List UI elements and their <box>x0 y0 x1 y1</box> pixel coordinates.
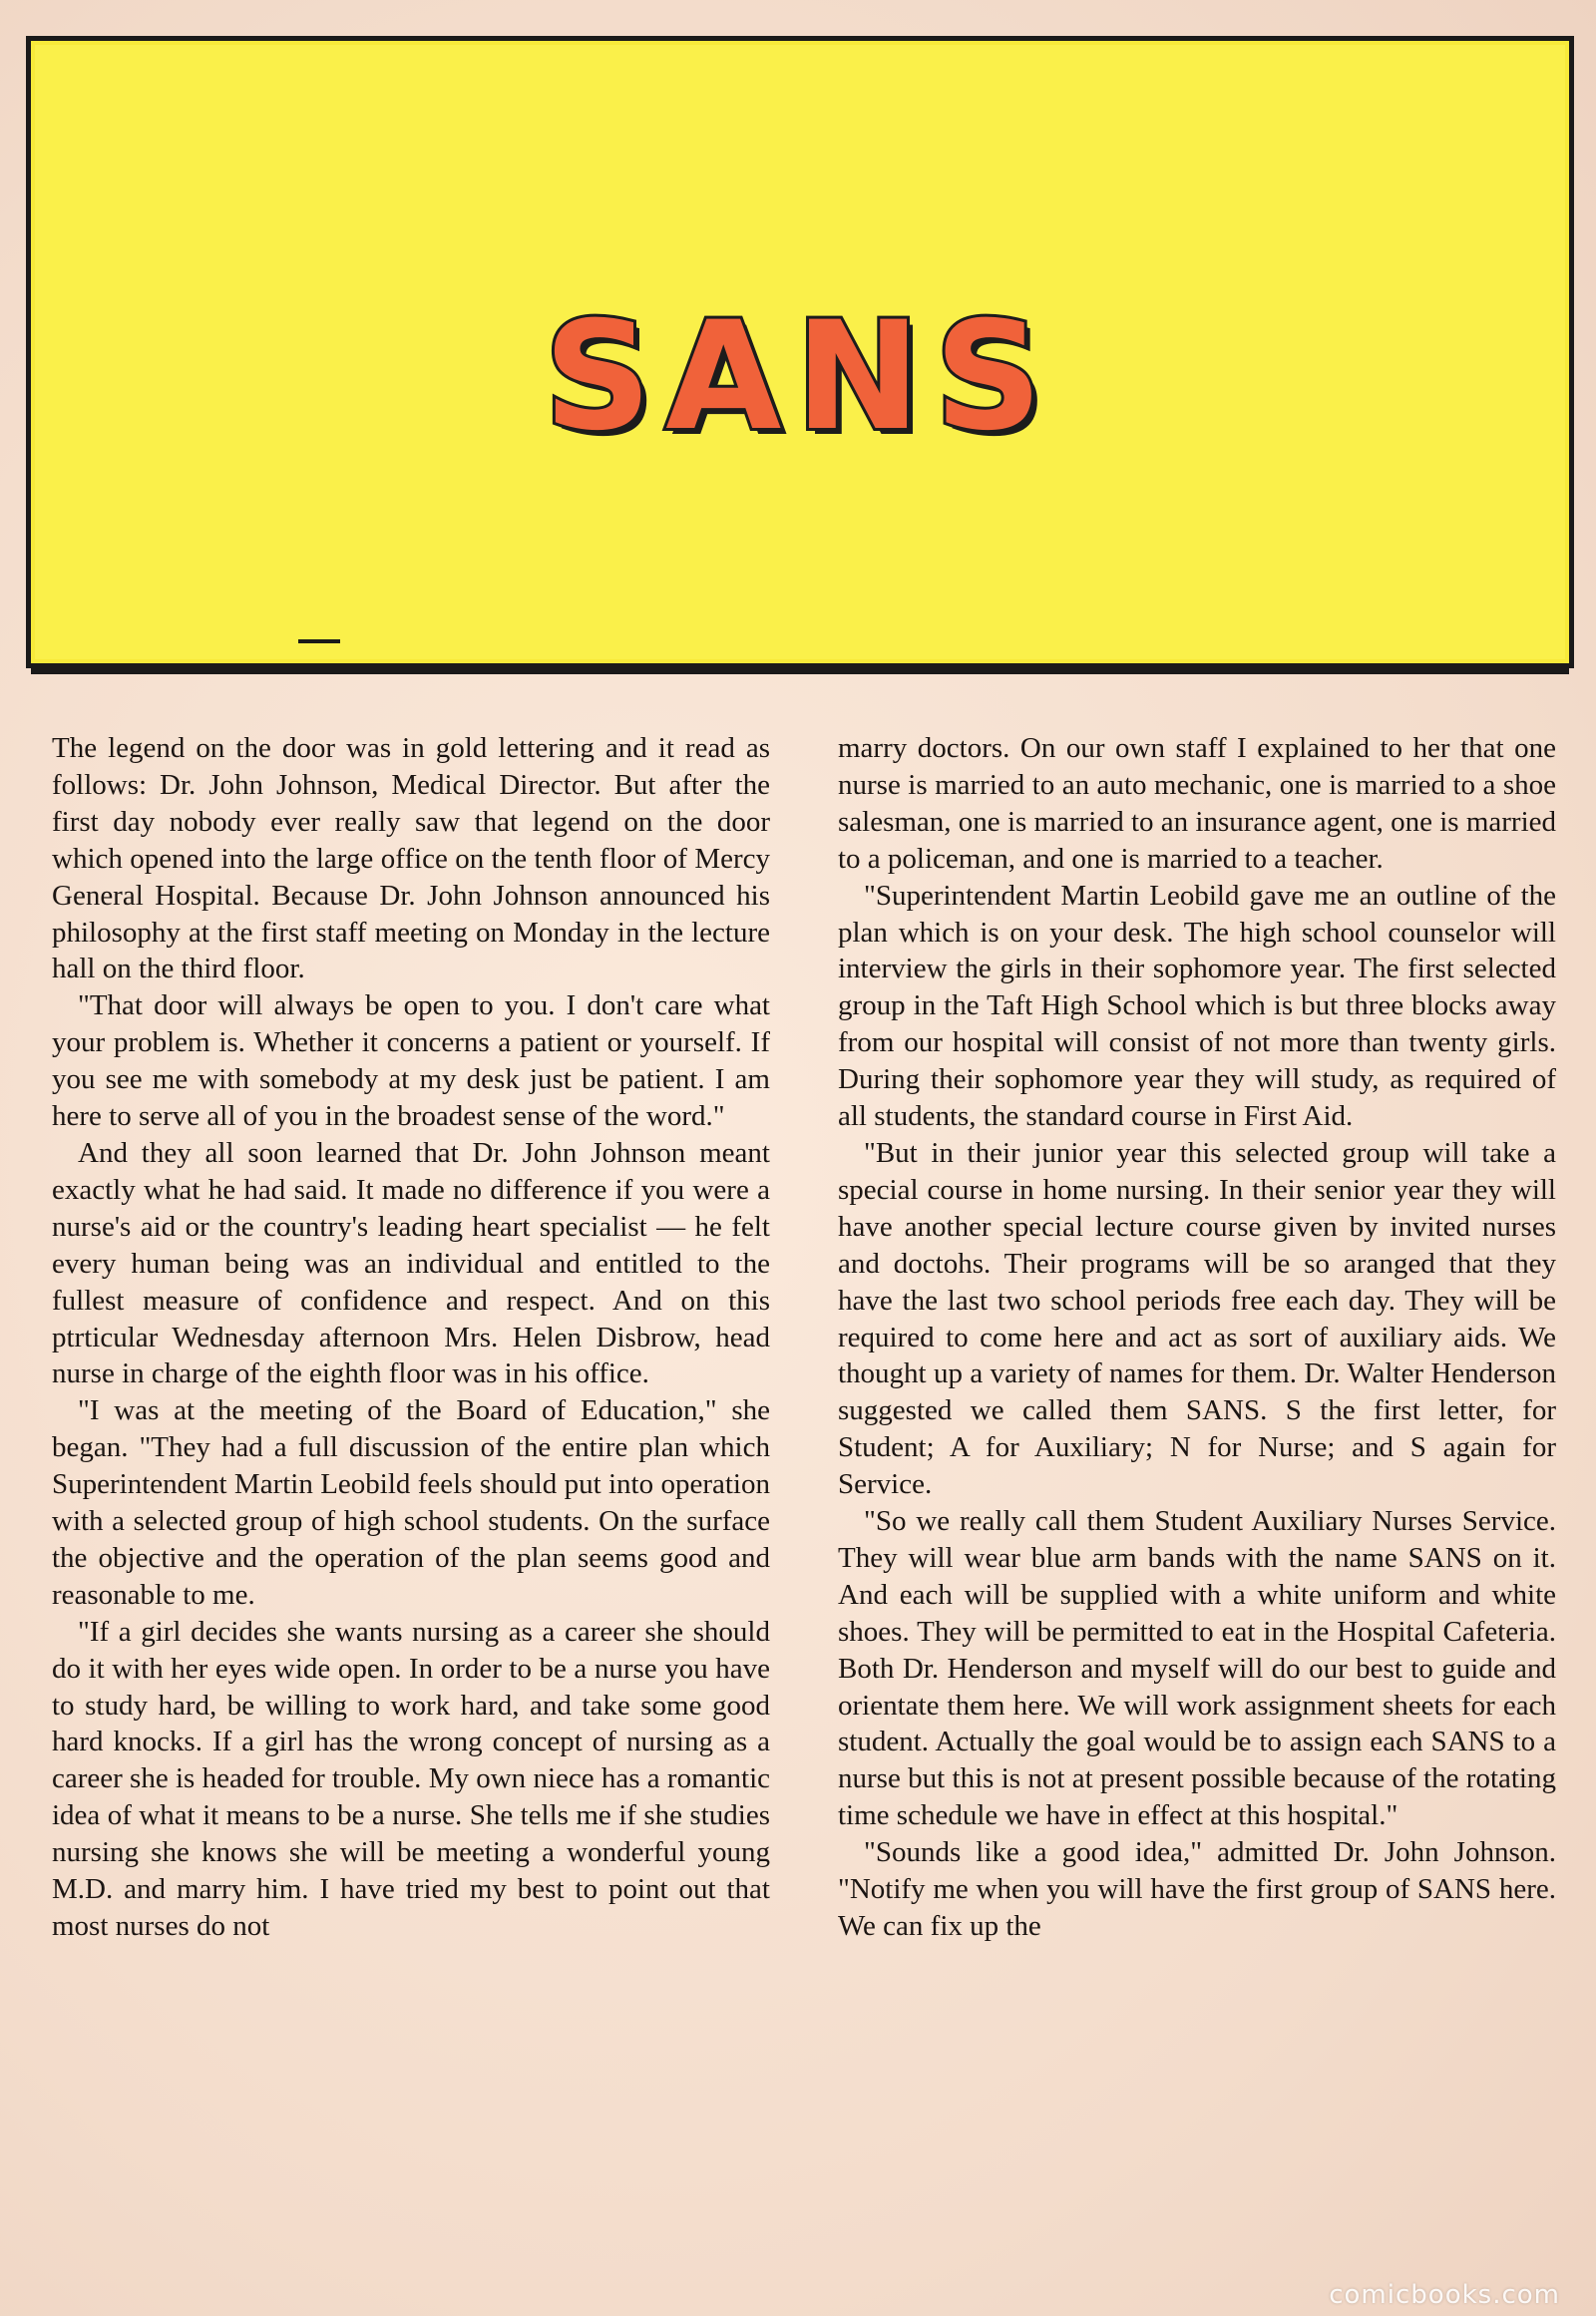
paragraph: "Superintendent Martin Leobild gave me an outline of the plan which is on your desk. The high school counselor will interview the girls in their sophomore year. The first selected group in the Taft High School which is but three blocks away from our hospital will consist of not more than twenty girls. During their sophomore year they will study, as required of all students, the standard course in First Aid. <box>838 879 1556 1133</box>
paragraph: "But in their junior year this selected group will take a special course in home nursing. In their senior year they will have another special lecture course given by invited nurses and doctohs. Their programs will be so aranged that they have the last two school periods free each day. They will be required to come here and act as sort of auxiliary aids. We thought up a variety of names for them. Dr. Walter Henderson suggested we called them SANS. S the first letter, for Student; A for Auxiliary; N for Nurse; and S again for Service. <box>838 1136 1556 1501</box>
paragraph: marry doctors. On our own staff I explained to her that one nurse is married to an auto mechanic, one is married to a shoe salesman, one is married to an insurance agent, one is married to a policeman, and one is married to a teacher. <box>838 732 1556 875</box>
paragraph: "Sounds like a good idea," admitted Dr. John Johnson. "Notify me when you will have the first group of SANS here. We can fix up the <box>838 1836 1556 1942</box>
paragraph: The legend on the door was in gold lettering and it read as follows: Dr. John Johnson, Medical Director. But after the first day nobody ever really saw that legend on the door which opened into the large office on the tenth floor of Mercy General Hospital. Because Dr. John Johnson announced his philosophy at the first staff meeting on Monday in the lecture hall on the third floor. <box>52 732 770 985</box>
paragraph: "If a girl decides she wants nursing as a career she should do it with her eyes wide open. In order to be a nurse you have to study hard, be willing to work hard, and take some good hard knocks. If a girl has the wrong concept of nursing as a career she is headed for trouble. My own niece has a romantic idea of what it means to be a nurse. She tells me if she studies nursing she knows she will be meeting a wonderful young M.D. and marry him. I have tried my best to point out that most nurses do not <box>52 1615 770 1942</box>
left-column <box>52 730 770 2286</box>
title-panel <box>26 36 1574 668</box>
story-title: SANS <box>544 290 1056 464</box>
paragraph: And they all soon learned that Dr. John Johnson meant exactly what he had said. It made no difference if you were a nurse's aid or the country's leading heart specialist — he felt every human being was an individual and entitled to the fullest measure of confidence and respect. And on this ptrticular Wednesday afternoon Mrs. Helen Disbrow, head nurse in charge of the eighth floor was in his office. <box>52 1136 770 1390</box>
paragraph: "I was at the meeting of the Board of Education," she began. "They had a full discussion of the entire plan which Superintendent Martin Leobild feels should put into operation with a selected group of high school students. On the surface the objective and the operation of the plan seems good and reasonable to me. <box>52 1394 770 1611</box>
watermark: comicbooks.com <box>1329 2280 1560 2310</box>
right-column <box>838 730 1556 2286</box>
article-body <box>52 730 1556 2286</box>
paragraph: "That door will always be open to you. I don't care what your problem is. Whether it concerns a patient or yourself. If you see me with somebody at my desk just be patient. I am here to serve all of you in the broadest sense of the word." <box>52 989 770 1133</box>
panel-mark <box>298 639 340 643</box>
paragraph: "So we really call them Student Auxiliary Nurses Service. They will wear blue arm bands with the name SANS on it. And each will be supplied with a white uniform and white shoes. They will be permitted to eat in the Hospital Cafeteria. Both Dr. Henderson and myself will do our best to guide and orientate them here. We will work assignment sheets for each student. Actually the goal would be to assign each SANS to a nurse but this is not at present possible because of the rotating time schedule we have in effect at this hospital." <box>838 1505 1556 1832</box>
